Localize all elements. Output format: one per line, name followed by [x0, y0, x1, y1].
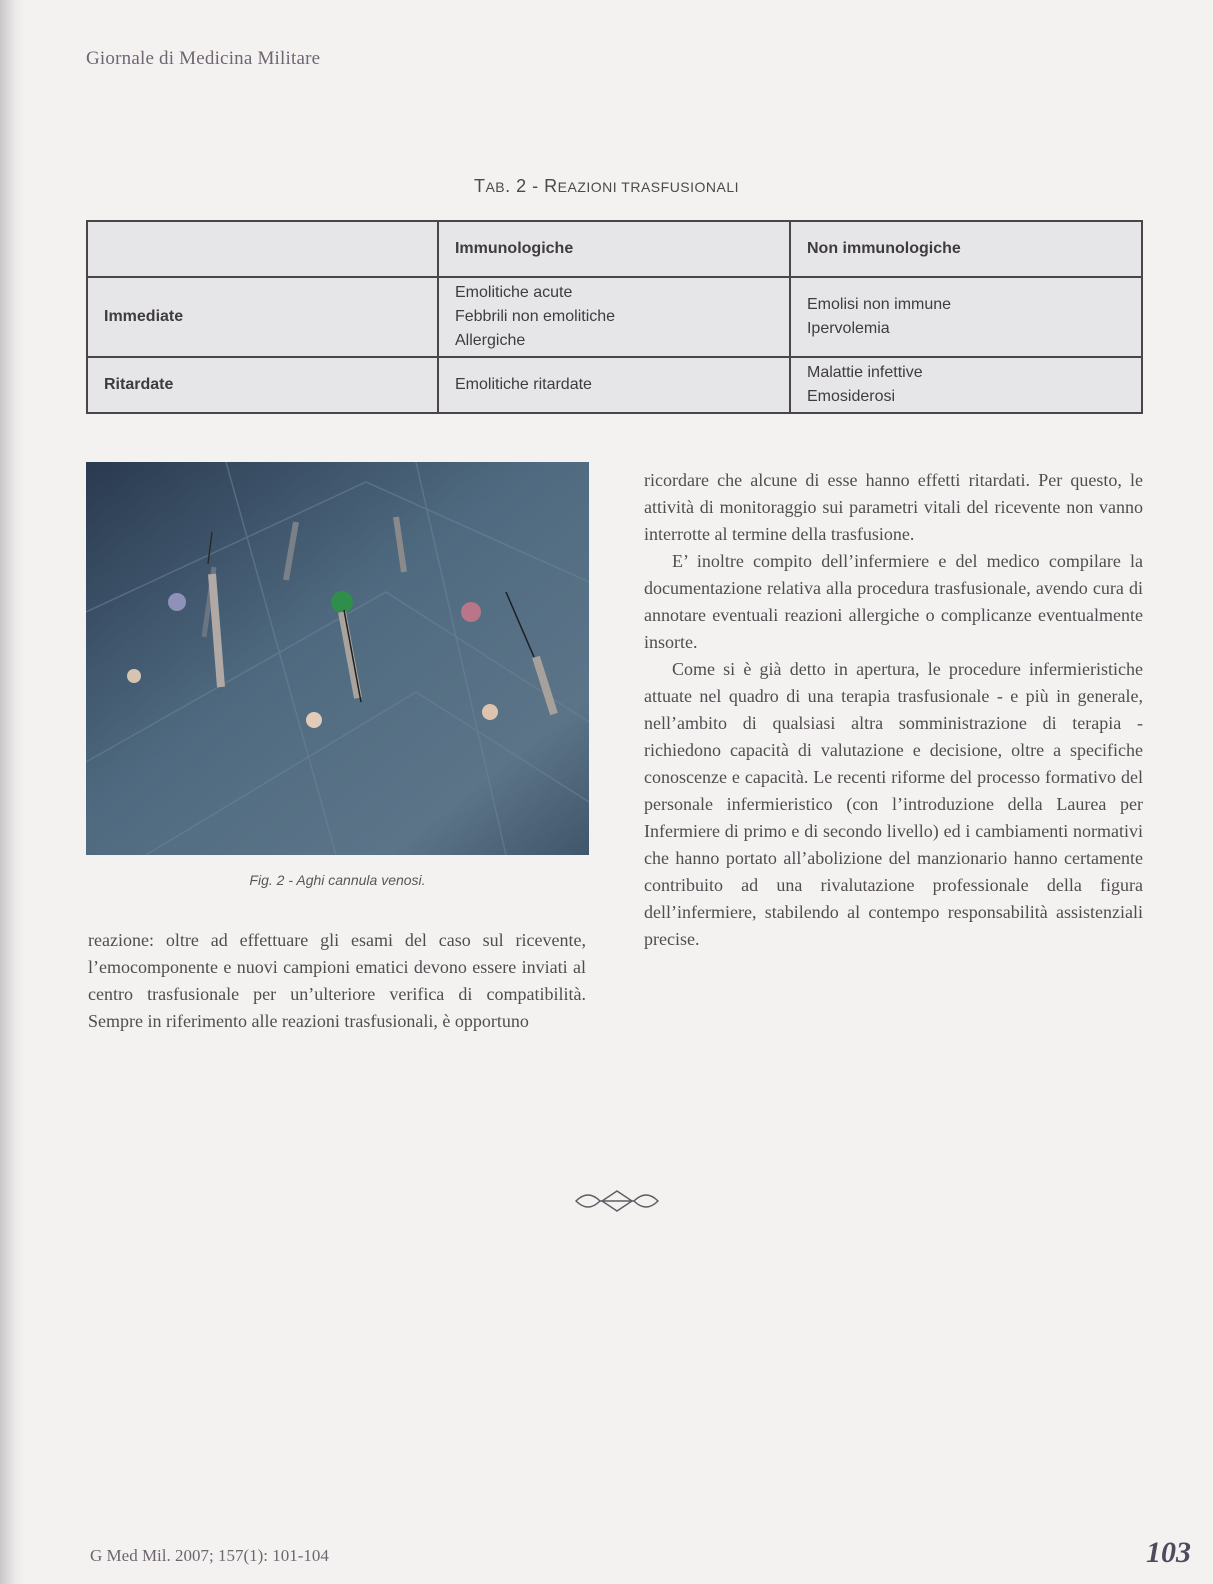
cell-line: Emosiderosi	[806, 388, 896, 405]
figure-caption	[86, 872, 589, 888]
cannula-photo	[86, 462, 589, 855]
table-header-row	[87, 221, 1142, 277]
table-cell	[790, 277, 1142, 357]
page-number: 103	[1146, 1536, 1191, 1569]
section-end-ornament-icon	[574, 1190, 660, 1212]
table-caption: TAB. 2 - REAZIONI TRASFUSIONALI	[473, 176, 740, 196]
cell-line: Ipervolemia	[806, 320, 890, 337]
row-label-immediate: Immediate	[87, 277, 438, 357]
transfusion-reactions-table	[86, 220, 1143, 414]
row-label-ritardate: Ritardate	[87, 357, 438, 413]
column-header-non-immunologiche: Non immunologiche	[790, 221, 1142, 277]
column-header-immunologiche: Immunologiche	[438, 221, 790, 277]
journal-header: Giornale di Medicina Militare	[86, 48, 321, 69]
figure-label: Fig. 2	[249, 872, 285, 888]
table-cell	[438, 277, 790, 357]
cell-line: Emolisi non immune	[806, 296, 952, 313]
right-column-text	[644, 467, 1143, 953]
cell-line: Emolitiche acute	[454, 284, 573, 301]
cell-line: Allergiche	[454, 332, 526, 349]
table-row	[87, 277, 1142, 357]
cell-line: Malattie infettive	[806, 364, 923, 381]
table-row	[87, 357, 1142, 413]
figure-caption-text: - Aghi cannula venosi.	[284, 872, 426, 888]
left-column-text	[88, 927, 586, 1035]
cell-line: Febbrili non emolitiche	[454, 308, 616, 325]
journal-citation: G Med Mil. 2007; 157(1): 101-104	[90, 1546, 329, 1565]
paragraph: reazione: oltre ad effettuare gli esami del caso sul ricevente, l’emocomponente e nuovi campioni ematici devono essere inviati al centro trasfusionale per un’ulteriore verifica di compatibilità. Sempre in riferimento alle reazioni trasfusionali, è opportuno	[88, 930, 586, 1031]
page-edge-shadow	[0, 0, 26, 1584]
table-corner-cell	[87, 221, 438, 277]
paragraph: Come si è già detto in apertura, le procedure infermieristiche attuate nel quadro di una terapia trasfusionale - e più in generale, nell’ambito di qualsiasi altra somministrazione di terapia - richiedono capacità di valutazione e decisione, oltre a specifiche conoscenze e capacità. Le recenti riforme del processo formativo del personale infermieristico (con l’introduzione della Laurea per Infermiere di primo e di secondo livello) ed i cambiamenti normativi che hanno portato all’abolizione del manzionario hanno certamente contribuito ad una rivalutazione professionale della figura dell’infermiere, stabilendo al contempo responsabilità assistenziali precise.	[644, 659, 1143, 949]
table-cell	[438, 357, 790, 413]
cannula-photo-image	[86, 462, 589, 855]
paragraph: E’ inoltre compito dell’infermiere e del medico compilare la documentazione relativa alla procedura trasfusionale, avendo cura di annotare eventuali reazioni allergiche o complicanze eventualmente insorte.	[644, 551, 1143, 652]
cell-line: Emolitiche ritardate	[454, 376, 592, 393]
table-cell	[790, 357, 1142, 413]
paragraph: ricordare che alcune di esse hanno effetti ritardati. Per questo, le attività di monitoraggio sui parametri vitali del ricevente non vanno interrotte al termine della trasfusione.	[644, 470, 1143, 544]
